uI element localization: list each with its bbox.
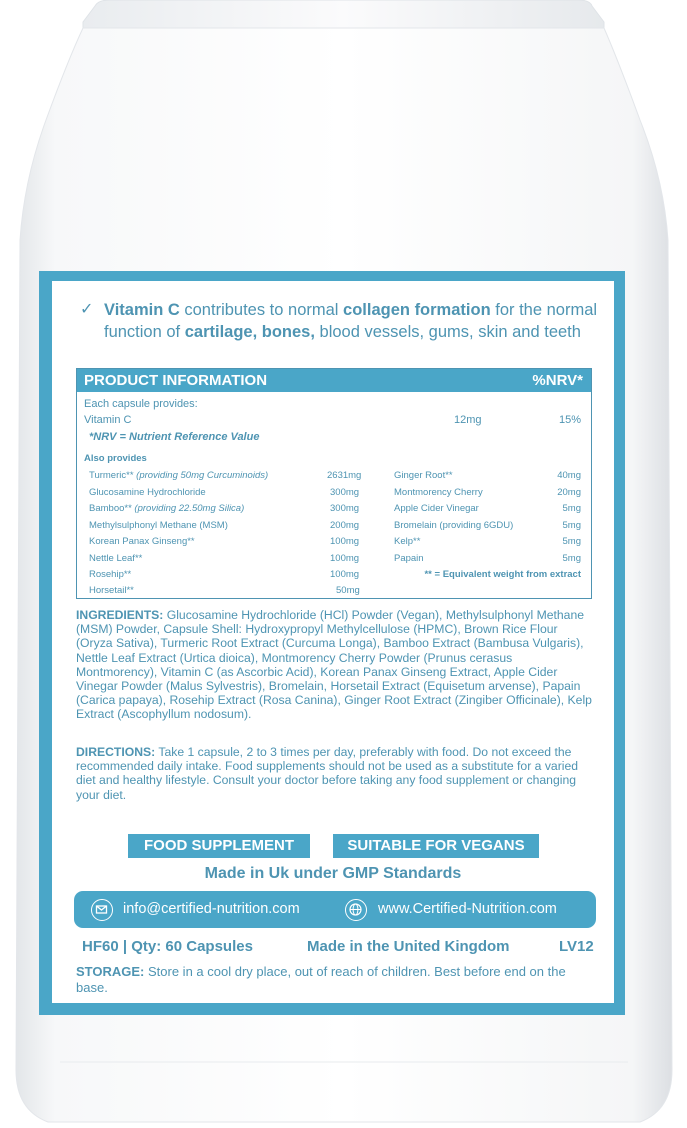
list-item-amount: 100mg <box>330 553 360 564</box>
website-link[interactable]: www.Certified-Nutrition.com <box>378 901 557 917</box>
food-supplement-badge: FOOD SUPPLEMENT <box>128 834 310 858</box>
claim-text-2: for the normal function of <box>104 301 598 341</box>
directions-paragraph <box>76 745 596 802</box>
list-item-amount: 50mg <box>336 585 360 596</box>
list-item-amount: 5mg <box>562 520 581 531</box>
item-note: (providing 50mg Curcuminoids) <box>133 470 269 481</box>
list-item-amount: 20mg <box>557 487 581 498</box>
email-link[interactable]: info@certified-nutrition.com <box>123 901 300 917</box>
envelope-icon <box>91 899 113 921</box>
list-item-name: Glucosamine Hydrochloride <box>89 487 206 498</box>
vegan-badge: SUITABLE FOR VEGANS <box>333 834 539 858</box>
ingredients-label: INGREDIENTS: <box>76 608 164 622</box>
table-header <box>77 369 591 392</box>
contact-bar <box>74 891 596 928</box>
check-icon: ✓ <box>80 301 94 318</box>
list-item-amount: 2631mg <box>327 470 362 481</box>
vitamin-c-nrv: 15% <box>558 414 581 426</box>
nrv-column-header: %NRV* <box>532 372 583 389</box>
list-item-name <box>89 470 268 481</box>
extract-note: ** = Equivalent weight from extract <box>424 569 581 580</box>
list-item-name: Ginger Root** <box>394 470 453 481</box>
list-item-name: Papain <box>394 553 424 564</box>
directions-text: Take 1 capsule, 2 to 3 times per day, preferably with food. Do not exceed the recommended daily intake. Food supplements should not be used as a substitute for a varied diet and healthy lifestyle. Consult your doctor before taking any food supplement or changing your diet. <box>76 745 579 802</box>
claim-cartilage: cartilage, bones, <box>184 323 315 341</box>
item-name: Bamboo** <box>89 503 132 514</box>
quantity-info: HF60 | Qty: 60 Capsules <box>82 938 253 955</box>
label-content <box>52 281 614 1003</box>
list-item-amount: 5mg <box>562 503 581 514</box>
gmp-statement: Made in Uk under GMP Standards <box>204 865 462 882</box>
list-item-amount: 5mg <box>562 536 581 547</box>
list-item-name: Methylsulphonyl Methane (MSM) <box>89 520 228 531</box>
list-item-amount: 200mg <box>330 520 360 531</box>
table-title: PRODUCT INFORMATION <box>84 372 268 389</box>
list-item-amount: 5mg <box>562 553 581 564</box>
item-note: (providing 22.50mg Silica) <box>131 503 245 514</box>
lot-code: LV12 <box>559 938 594 955</box>
directions-label: DIRECTIONS: <box>76 745 156 759</box>
list-item-amount: 40mg <box>557 470 581 481</box>
item-name: Turmeric** <box>89 470 134 481</box>
list-item-name <box>89 503 244 514</box>
each-capsule-text: Each capsule provides: <box>84 398 198 410</box>
list-item-name: Montmorency Cherry <box>394 487 483 498</box>
claim-text-3: blood vessels, gums, skin and teeth <box>314 323 581 341</box>
bottle-cap <box>83 0 604 30</box>
list-item-name: Rosehip** <box>89 569 132 580</box>
list-item-name: Bromelain (providing 6GDU) <box>394 520 514 531</box>
list-item-amount: 300mg <box>330 487 360 498</box>
list-item-name: Horsetail** <box>89 585 134 596</box>
list-item-name: Korean Panax Ginseng** <box>89 536 195 547</box>
list-item-amount: 100mg <box>330 536 360 547</box>
ingredients-text: Glucosamine Hydrochloride (HCl) Powder (Vegan), Methylsulphonyl Methane (MSM) Powder, Capsule Shell: Hydroxypropyl Methylcellulose (HPMC), Brown Rice Flour (Oryza Sativa), Turmeric Root Extract (Curcuma Longa), Bamboo Extract (Bambusa Vulgaris), Nettle Leaf Extract (Urtica dioica), Montmorency Cherry Powder (Prunus cerasus Montmorency), Vitamin C (as Ascorbic Acid), Korean Panax Ginseng Extract, Apple Cider Vinegar Powder (Malus Sylvestris), Bromelain, Horsetail Extract (Equisetum arvense), Papain (Carica papaya), Rosehip Extract (Rosa Canina), Ginger Root Extract (Zingiber Officinale), Kelp Extract (Ascophyllum nodosum). <box>76 608 592 722</box>
vitamin-c-name: Vitamin C <box>84 414 132 426</box>
nrv-note: *NRV = Nutrient Reference Value <box>89 431 260 443</box>
also-provides-heading: Also provides <box>84 453 147 464</box>
list-item-amount: 100mg <box>330 569 360 580</box>
product-information-table <box>76 368 592 599</box>
claim-collagen: collagen formation <box>343 301 491 319</box>
globe-icon <box>345 899 367 921</box>
list-item-name: Kelp** <box>394 536 421 547</box>
storage-text: Store in a cool dry place, out of reach of children. Best before end on the base. <box>76 964 566 995</box>
health-claim <box>80 299 600 343</box>
claim-text-1: contributes to normal <box>179 301 344 319</box>
list-item-name: Nettle Leaf** <box>89 553 143 564</box>
claim-vitamin: Vitamin C <box>104 301 180 319</box>
storage-label: STORAGE: <box>76 964 145 979</box>
vitamin-c-amount: 12mg <box>454 414 482 426</box>
list-item-name: Apple Cider Vinegar <box>394 503 479 514</box>
list-item-amount: 300mg <box>330 503 360 514</box>
ingredients-paragraph <box>76 608 596 722</box>
made-in-text: Made in the United Kingdom <box>307 938 510 955</box>
storage-paragraph <box>76 964 596 996</box>
